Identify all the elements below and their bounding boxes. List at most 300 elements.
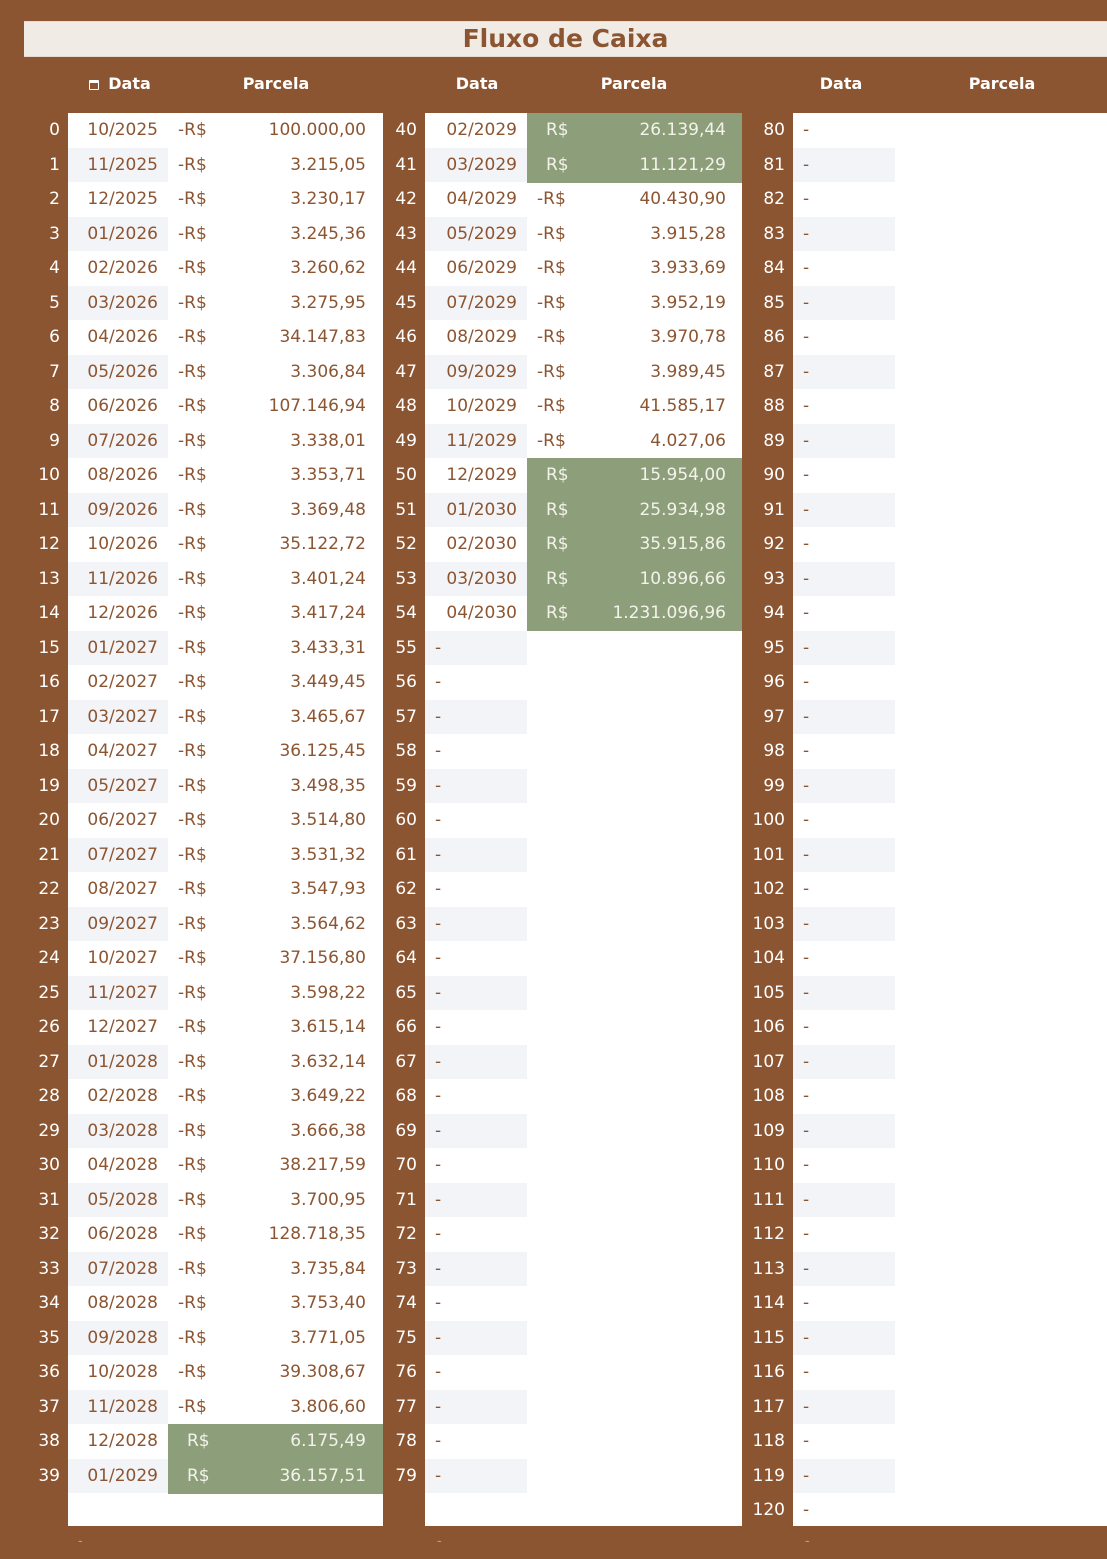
row-index: 74	[395, 1293, 417, 1313]
row-date[interactable]: 01/2027	[87, 637, 158, 658]
row-index: 80	[763, 120, 785, 140]
row-date[interactable]: 07/2029	[446, 292, 517, 313]
row-date[interactable]: -	[803, 637, 810, 658]
row-index: 14	[38, 603, 60, 623]
row-date[interactable]: -	[435, 741, 442, 761]
row-amount[interactable]: 34.147,83	[279, 327, 366, 347]
row-date[interactable]: 05/2029	[446, 223, 517, 244]
row-index: 73	[395, 1258, 417, 1279]
row-amount[interactable]: 3.700,95	[290, 1189, 366, 1210]
row-index: 4	[49, 258, 60, 278]
row-date[interactable]: 07/2028	[87, 1258, 158, 1279]
row-index: 90	[763, 465, 785, 485]
header-data-label: Data	[108, 74, 151, 93]
row-date[interactable]: 08/2027	[87, 879, 158, 899]
row-date[interactable]: -	[435, 1120, 442, 1141]
footer-dash-1: -	[78, 1534, 83, 1549]
row-index: 114	[752, 1293, 785, 1313]
row-amount[interactable]: 26.139,44	[639, 120, 726, 140]
row-date[interactable]: -	[435, 1258, 442, 1279]
row-currency: -R$	[537, 430, 566, 451]
row-currency: R$	[546, 534, 569, 554]
row-currency: -R$	[178, 1120, 207, 1141]
row-date[interactable]: 08/2028	[87, 1293, 158, 1313]
row-amount[interactable]: 3.989,45	[650, 361, 726, 382]
row-date[interactable]: 08/2026	[87, 465, 158, 485]
row-index: 1	[49, 154, 60, 175]
row-index: 26	[38, 1017, 60, 1037]
sheet-title: Fluxo de Caixa	[24, 21, 1107, 57]
row-date[interactable]: 06/2029	[446, 258, 517, 278]
row-currency: R$	[546, 465, 569, 485]
row-amount[interactable]: 3.417,24	[290, 603, 366, 623]
row-date[interactable]: -	[803, 741, 810, 761]
row-index: 97	[763, 706, 785, 727]
row-date[interactable]: -	[803, 775, 810, 796]
row-date[interactable]: 06/2026	[87, 396, 158, 416]
row-date[interactable]: -	[435, 982, 442, 1003]
row-date[interactable]: 04/2026	[87, 327, 158, 347]
row-currency: -R$	[178, 1189, 207, 1210]
row-date[interactable]: 03/2028	[87, 1120, 158, 1141]
row-index: 8	[49, 396, 60, 416]
row-amount[interactable]: 3.753,40	[290, 1293, 366, 1313]
row-date[interactable]: -	[803, 1258, 810, 1279]
row-index: 27	[38, 1051, 60, 1072]
row-index: 64	[395, 948, 417, 968]
row-date[interactable]: 06/2028	[87, 1224, 158, 1244]
row-date[interactable]: -	[803, 1224, 810, 1244]
row-date[interactable]: 11/2025	[87, 154, 158, 175]
row-index: 108	[752, 1086, 785, 1106]
row-amount[interactable]: 3.230,17	[290, 189, 366, 209]
row-index: 103	[752, 913, 785, 934]
row-index: 86	[763, 327, 785, 347]
row-date[interactable]: 03/2026	[87, 292, 158, 313]
row-amount[interactable]: 15.954,00	[639, 465, 726, 485]
row-amount[interactable]: 3.338,01	[290, 430, 366, 451]
row-date[interactable]: 05/2026	[87, 361, 158, 382]
row-index: 60	[395, 810, 417, 830]
row-date[interactable]: -	[435, 948, 442, 968]
row-date[interactable]: -	[435, 775, 442, 796]
row-index: 46	[395, 327, 417, 347]
row-amount[interactable]: 3.564,62	[290, 913, 366, 934]
row-date[interactable]: -	[803, 1086, 810, 1106]
row-amount[interactable]: 41.585,17	[639, 396, 726, 416]
row-index: 28	[38, 1086, 60, 1106]
row-index: 12	[38, 534, 60, 554]
row-amount[interactable]: 3.970,78	[650, 327, 726, 347]
row-index: 106	[752, 1017, 785, 1037]
row-date[interactable]: 09/2026	[87, 499, 158, 520]
row-date[interactable]: 11/2028	[87, 1396, 158, 1417]
row-index: 70	[395, 1155, 417, 1175]
row-date[interactable]: -	[435, 1086, 442, 1106]
row-index: 95	[763, 637, 785, 658]
row-currency: -R$	[178, 810, 207, 830]
row-date[interactable]: -	[435, 1224, 442, 1244]
row-amount[interactable]: 39.308,67	[279, 1362, 366, 1382]
row-date[interactable]: -	[803, 361, 810, 382]
row-index: 98	[763, 741, 785, 761]
row-date[interactable]: 02/2028	[87, 1086, 158, 1106]
row-date[interactable]: 05/2028	[87, 1189, 158, 1210]
row-date[interactable]: -	[803, 1500, 810, 1520]
row-date[interactable]: 11/2029	[446, 430, 517, 451]
row-amount[interactable]: 25.934,98	[639, 499, 726, 520]
row-currency: -R$	[178, 292, 207, 313]
row-date[interactable]: -	[435, 810, 442, 830]
row-amount[interactable]: 3.498,35	[290, 775, 366, 796]
row-currency: R$	[187, 1431, 210, 1451]
row-date[interactable]: 01/2029	[87, 1465, 158, 1486]
row-amount[interactable]: 3.369,48	[290, 499, 366, 520]
row-date[interactable]: -	[803, 603, 810, 623]
row-date[interactable]: -	[803, 465, 810, 485]
row-date[interactable]: -	[803, 810, 810, 830]
row-index: 42	[395, 189, 417, 209]
row-amount[interactable]: 3.771,05	[290, 1327, 366, 1348]
row-amount[interactable]: 3.275,95	[290, 292, 366, 313]
row-date[interactable]: -	[803, 982, 810, 1003]
row-date[interactable]: -	[435, 1189, 442, 1210]
row-index: 20	[38, 810, 60, 830]
row-amount[interactable]: 35.122,72	[279, 534, 366, 554]
row-date[interactable]: -	[435, 1155, 442, 1175]
row-date[interactable]: -	[803, 258, 810, 278]
row-index: 3	[49, 223, 60, 244]
row-index: 7	[49, 361, 60, 382]
row-date[interactable]: 10/2027	[87, 948, 158, 968]
row-amount[interactable]: 40.430,90	[639, 189, 726, 209]
row-currency: R$	[546, 154, 569, 175]
row-index: 83	[763, 223, 785, 244]
row-index: 58	[395, 741, 417, 761]
row-index: 32	[38, 1224, 60, 1244]
row-date[interactable]: -	[435, 879, 442, 899]
row-date[interactable]: 12/2026	[87, 603, 158, 623]
row-index: 81	[763, 154, 785, 175]
row-date[interactable]: 12/2029	[446, 465, 517, 485]
row-currency: -R$	[178, 499, 207, 520]
table-block-3	[793, 113, 1107, 1526]
row-index: 50	[395, 465, 417, 485]
row-index: 111	[752, 1189, 785, 1210]
row-date[interactable]: -	[803, 154, 810, 175]
row-amount[interactable]: 3.649,22	[290, 1086, 366, 1106]
row-currency: -R$	[178, 844, 207, 865]
row-date[interactable]: 04/2027	[87, 741, 158, 761]
row-index: 57	[395, 706, 417, 727]
row-currency: -R$	[178, 706, 207, 727]
row-index: 10	[38, 465, 60, 485]
row-currency: -R$	[178, 1362, 207, 1382]
row-index: 15	[38, 637, 60, 658]
row-index: 68	[395, 1086, 417, 1106]
row-amount[interactable]: 3.615,14	[290, 1017, 366, 1037]
row-date[interactable]: -	[803, 672, 810, 692]
row-index: 72	[395, 1224, 417, 1244]
row-currency: -R$	[178, 361, 207, 382]
row-date[interactable]: 10/2026	[87, 534, 158, 554]
row-currency: R$	[546, 120, 569, 140]
row-amount[interactable]: 3.449,45	[290, 672, 366, 692]
row-amount[interactable]: 107.146,94	[268, 396, 366, 416]
header-data-2: Data	[455, 74, 499, 93]
row-date[interactable]: -	[803, 534, 810, 554]
row-date[interactable]: 10/2028	[87, 1362, 158, 1382]
row-amount[interactable]: 3.933,69	[650, 258, 726, 278]
row-date[interactable]: -	[435, 637, 442, 658]
row-amount[interactable]: 4.027,06	[650, 430, 726, 451]
row-date[interactable]: 09/2028	[87, 1327, 158, 1348]
row-date[interactable]: -	[435, 672, 442, 692]
row-currency: -R$	[178, 154, 207, 175]
row-index: 115	[752, 1327, 785, 1348]
footer-dash-2: -	[437, 1534, 442, 1549]
row-index: 51	[395, 499, 417, 520]
row-index: 40	[395, 120, 417, 140]
row-date[interactable]: -	[803, 706, 810, 727]
row-date[interactable]: -	[803, 948, 810, 968]
row-currency: -R$	[178, 775, 207, 796]
row-date[interactable]: -	[435, 1396, 442, 1417]
row-date[interactable]: 08/2029	[446, 327, 517, 347]
row-date[interactable]: -	[803, 1155, 810, 1175]
row-index: 33	[38, 1258, 60, 1279]
row-index: 79	[395, 1465, 417, 1486]
row-index: 47	[395, 361, 417, 382]
row-index: 59	[395, 775, 417, 796]
row-amount[interactable]: 3.666,38	[290, 1120, 366, 1141]
row-index: 113	[752, 1258, 785, 1279]
row-date[interactable]: 02/2030	[446, 534, 517, 554]
row-date[interactable]: 10/2025	[87, 120, 158, 140]
row-amount[interactable]: 11.121,29	[639, 154, 726, 175]
row-date[interactable]: 04/2030	[446, 603, 517, 623]
row-amount[interactable]: 100.000,00	[268, 120, 366, 140]
row-date[interactable]: -	[803, 1051, 810, 1072]
row-amount[interactable]: 37.156,80	[279, 948, 366, 968]
row-date[interactable]: -	[803, 189, 810, 209]
row-date[interactable]: -	[803, 1189, 810, 1210]
row-date[interactable]: -	[435, 1017, 442, 1037]
row-currency: R$	[546, 499, 569, 520]
row-date[interactable]: 12/2025	[87, 189, 158, 209]
row-date[interactable]: 10/2029	[446, 396, 517, 416]
row-index: 52	[395, 534, 417, 554]
row-index: 88	[763, 396, 785, 416]
row-index: 105	[752, 982, 785, 1003]
row-date[interactable]: 02/2029	[446, 120, 517, 140]
row-date[interactable]: 09/2027	[87, 913, 158, 934]
row-index: 35	[38, 1327, 60, 1348]
row-index: 117	[752, 1396, 785, 1417]
row-currency: -R$	[537, 189, 566, 209]
row-currency: -R$	[178, 223, 207, 244]
row-date[interactable]: -	[803, 1293, 810, 1313]
row-index: 110	[752, 1155, 785, 1175]
row-currency: -R$	[178, 120, 207, 140]
row-amount[interactable]: 3.632,14	[290, 1051, 366, 1072]
row-amount[interactable]: 3.806,60	[290, 1396, 366, 1417]
row-date[interactable]: -	[803, 223, 810, 244]
row-date[interactable]: -	[803, 913, 810, 934]
row-date[interactable]: 04/2029	[446, 189, 517, 209]
row-index: 39	[38, 1465, 60, 1486]
row-date[interactable]: 01/2028	[87, 1051, 158, 1072]
row-date[interactable]: -	[435, 1327, 442, 1348]
row-date[interactable]: -	[435, 913, 442, 934]
row-index: 17	[38, 706, 60, 727]
row-date[interactable]: -	[803, 879, 810, 899]
row-date[interactable]: 02/2027	[87, 672, 158, 692]
row-currency: -R$	[178, 1396, 207, 1417]
row-date[interactable]: 07/2026	[87, 430, 158, 451]
row-amount[interactable]: 3.353,71	[290, 465, 366, 485]
row-amount[interactable]: 3.465,67	[290, 706, 366, 727]
row-date[interactable]: 12/2028	[87, 1431, 158, 1451]
row-date[interactable]: -	[803, 1120, 810, 1141]
row-index: 11	[38, 499, 60, 520]
row-amount[interactable]: 3.735,84	[290, 1258, 366, 1279]
row-amount[interactable]: 3.306,84	[290, 361, 366, 382]
row-amount[interactable]: 35.915,86	[639, 534, 726, 554]
row-currency: -R$	[178, 258, 207, 278]
row-currency: -R$	[178, 1155, 207, 1175]
row-date[interactable]: 01/2030	[446, 499, 517, 520]
row-date[interactable]: 03/2027	[87, 706, 158, 727]
row-index: 19	[38, 775, 60, 796]
row-date[interactable]: -	[435, 1293, 442, 1313]
row-date[interactable]: -	[803, 120, 810, 140]
header-parcela-1: Parcela	[242, 74, 310, 93]
row-currency: R$	[546, 603, 569, 623]
row-amount[interactable]: 3.547,93	[290, 879, 366, 899]
row-amount[interactable]: 3.514,80	[290, 810, 366, 830]
row-amount[interactable]: 3.433,31	[290, 637, 366, 658]
row-date[interactable]: -	[435, 1362, 442, 1382]
row-amount[interactable]: 3.260,62	[290, 258, 366, 278]
row-currency: -R$	[178, 741, 207, 761]
row-index: 16	[38, 672, 60, 692]
row-date[interactable]: 12/2027	[87, 1017, 158, 1037]
row-date[interactable]: -	[803, 1465, 810, 1486]
row-index: 23	[38, 913, 60, 934]
row-amount[interactable]: 3.915,28	[650, 223, 726, 244]
row-index: 49	[395, 430, 417, 451]
row-amount[interactable]: 3.245,36	[290, 223, 366, 244]
row-date[interactable]: 02/2026	[87, 258, 158, 278]
calendar-icon	[89, 80, 99, 90]
row-currency: R$	[546, 568, 569, 589]
row-amount[interactable]: 3.215,05	[290, 154, 366, 175]
row-index: 29	[38, 1120, 60, 1141]
row-date[interactable]: 03/2029	[446, 154, 517, 175]
row-index: 101	[752, 844, 785, 865]
row-date[interactable]: -	[803, 1362, 810, 1382]
row-index: 31	[38, 1189, 60, 1210]
row-index: 89	[763, 430, 785, 451]
row-currency: -R$	[178, 189, 207, 209]
row-currency: -R$	[178, 1017, 207, 1037]
row-index: 2	[49, 189, 60, 209]
row-amount[interactable]: 128.718,35	[268, 1224, 366, 1244]
row-amount[interactable]: 3.952,19	[650, 292, 726, 313]
row-date[interactable]: -	[803, 844, 810, 865]
row-currency: -R$	[178, 1293, 207, 1313]
row-index: 112	[752, 1224, 785, 1244]
row-amount[interactable]: 36.125,45	[279, 741, 366, 761]
header-parcela-2: Parcela	[600, 74, 668, 93]
row-index: 82	[763, 189, 785, 209]
row-date[interactable]: -	[803, 430, 810, 451]
row-date[interactable]: 07/2027	[87, 844, 158, 865]
row-index: 44	[395, 258, 417, 278]
row-amount[interactable]: 3.401,24	[290, 568, 366, 589]
row-index: 22	[38, 879, 60, 899]
row-date[interactable]: -	[803, 1327, 810, 1348]
row-date[interactable]: -	[435, 1465, 442, 1486]
row-date[interactable]: -	[803, 1017, 810, 1037]
row-date[interactable]: 06/2027	[87, 810, 158, 830]
row-currency: -R$	[178, 327, 207, 347]
row-date[interactable]: -	[803, 292, 810, 313]
row-index: 118	[752, 1431, 785, 1451]
row-index: 63	[395, 913, 417, 934]
row-date[interactable]: 05/2027	[87, 775, 158, 796]
row-amount[interactable]: 36.157,51	[279, 1465, 366, 1486]
row-date[interactable]: 04/2028	[87, 1155, 158, 1175]
row-date[interactable]: -	[803, 568, 810, 589]
row-index: 62	[395, 879, 417, 899]
row-currency: -R$	[537, 292, 566, 313]
row-index: 91	[763, 499, 785, 520]
row-date[interactable]: -	[803, 1431, 810, 1451]
row-date[interactable]: 09/2029	[446, 361, 517, 382]
row-currency: -R$	[178, 672, 207, 692]
row-date[interactable]: 11/2027	[87, 982, 158, 1003]
row-index: 55	[395, 637, 417, 658]
row-date[interactable]: -	[435, 844, 442, 865]
row-amount[interactable]: 1.231.096,96	[612, 603, 726, 623]
row-date[interactable]: 01/2026	[87, 223, 158, 244]
row-index: 67	[395, 1051, 417, 1072]
row-date[interactable]: -	[435, 1051, 442, 1072]
row-date[interactable]: -	[435, 1431, 442, 1451]
row-date[interactable]: -	[803, 396, 810, 416]
row-currency: -R$	[178, 396, 207, 416]
row-date[interactable]: -	[803, 1396, 810, 1417]
row-date[interactable]: 11/2026	[87, 568, 158, 589]
row-date[interactable]: -	[803, 327, 810, 347]
row-currency: -R$	[537, 258, 566, 278]
row-date[interactable]: -	[435, 706, 442, 727]
row-amount[interactable]: 10.896,66	[639, 568, 726, 589]
row-date[interactable]: -	[803, 499, 810, 520]
row-currency: -R$	[178, 1327, 207, 1348]
row-amount[interactable]: 3.531,32	[290, 844, 366, 865]
row-amount[interactable]: 3.598,22	[290, 982, 366, 1003]
row-currency: -R$	[178, 879, 207, 899]
row-date[interactable]: 03/2030	[446, 568, 517, 589]
row-amount[interactable]: 38.217,59	[279, 1155, 366, 1175]
row-amount[interactable]: 6.175,49	[290, 1431, 366, 1451]
row-currency: -R$	[178, 982, 207, 1003]
row-index: 71	[395, 1189, 417, 1210]
header-parcela-3: Parcela	[968, 74, 1036, 93]
